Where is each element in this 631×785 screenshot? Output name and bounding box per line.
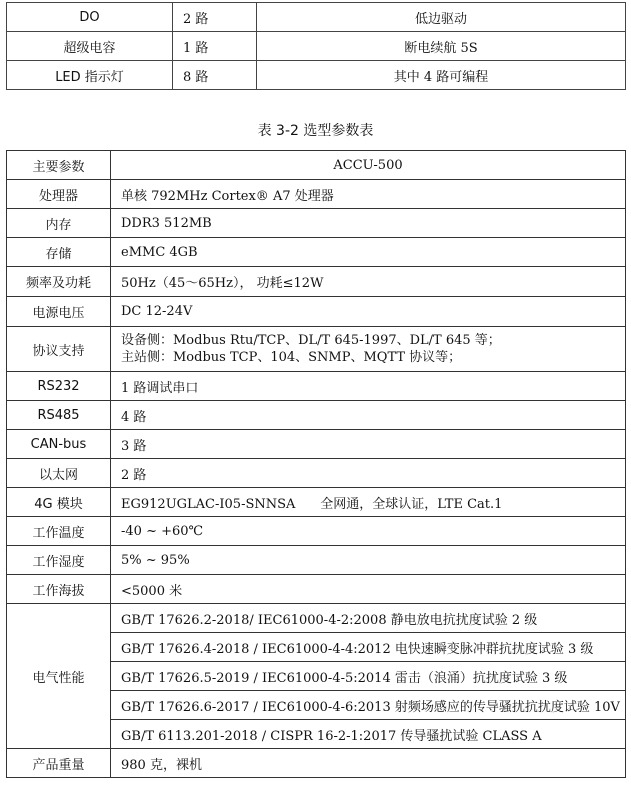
param-value: DDR3 512MB (111, 209, 626, 238)
param-key: 4G 模块 (7, 488, 111, 517)
count-cell: 2 路 (173, 3, 257, 32)
electrical-item: GB/T 17626.4-2018 / IEC61000-4-4:2012 电快速瞬变脉冲群抗扰度试验 3 级 (111, 633, 626, 662)
header-row (7, 151, 626, 180)
table-row (7, 3, 626, 32)
param-value: 单核 792MHz Cortex® A7 处理器 (111, 180, 626, 209)
item-cell: 超级电容 (7, 32, 173, 61)
electrical-key: 电气性能 (7, 604, 111, 749)
table-row (7, 32, 626, 61)
param-key: 电源电压 (7, 297, 111, 327)
table-row (7, 488, 626, 517)
param-value: EG912UGLAC-I05-SNNSA 全网通，全球认证，LTE Cat.1 (111, 488, 626, 517)
count-cell: 8 路 (173, 61, 257, 90)
param-key: 工作海拔 (7, 575, 111, 604)
param-value: 50Hz（45～65Hz）， 功耗≤12W (111, 267, 626, 297)
selection-spec-table (6, 150, 626, 778)
table-row (7, 546, 626, 575)
table-row (7, 517, 626, 546)
param-value: 2 路 (111, 459, 626, 488)
protocol-master-side: 主站侧：Modbus TCP、104、SNMP、MQTT 协议等； (121, 350, 462, 365)
item-cell: LED 指示灯 (7, 61, 173, 90)
param-value: 4 路 (111, 401, 626, 430)
param-key: CAN-bus (7, 430, 111, 459)
table-row (7, 372, 626, 401)
param-value: 3 路 (111, 430, 626, 459)
note-cell: 其中 4 路可编程 (257, 61, 626, 90)
table-row (7, 604, 626, 633)
table-row (7, 238, 626, 267)
electrical-item: GB/T 17626.6-2017 / IEC61000-4-6:2013 射频场感应的传导骚扰抗扰度试验 10V (111, 691, 626, 720)
item-cell: DO (7, 3, 173, 32)
table-row (7, 267, 626, 297)
param-key: 协议支持 (7, 327, 111, 372)
table-row (7, 749, 626, 778)
table-row (7, 575, 626, 604)
param-value: eMMC 4GB (111, 238, 626, 267)
table-row (7, 180, 626, 209)
param-key: 处理器 (7, 180, 111, 209)
param-value (111, 327, 626, 372)
count-cell: 1 路 (173, 32, 257, 61)
param-key: 频率及功耗 (7, 267, 111, 297)
table-row (7, 327, 626, 372)
header-value-cell: ACCU-500 (111, 151, 626, 180)
table-caption: 表 3-2 选型参数表 (257, 123, 374, 139)
electrical-item: GB/T 17626.2-2018/ IEC61000-4-2:2008 静电放电抗扰度试验 2 级 (111, 604, 626, 633)
header-key-cell: 主要参数 (7, 151, 111, 180)
weight-key: 产品重量 (7, 749, 111, 778)
table-row (7, 401, 626, 430)
note-cell: 断电续航 5S (257, 32, 626, 61)
table-row (7, 209, 626, 238)
table-row (7, 459, 626, 488)
note-cell: 低边驱动 (257, 3, 626, 32)
weight-value: 980 克，裸机 (111, 749, 626, 778)
param-key: 工作湿度 (7, 546, 111, 575)
protocol-device-side: 设备侧：Modbus Rtu/TCP、DL/T 645-1997、DL/T 645 等； (121, 333, 501, 348)
table-row (7, 297, 626, 327)
param-value: <5000 米 (111, 575, 626, 604)
top-spec-table (6, 2, 626, 90)
param-value: 1 路调试串口 (111, 372, 626, 401)
param-key: 内存 (7, 209, 111, 238)
param-key: RS485 (7, 401, 111, 430)
electrical-item: GB/T 17626.5-2019 / IEC61000-4-5:2014 雷击（浪涌）抗扰度试验 3 级 (111, 662, 626, 691)
table-row (7, 61, 626, 90)
param-value: DC 12-24V (111, 297, 626, 327)
param-value: -40 ~ +60℃ (111, 517, 626, 546)
param-key: RS232 (7, 372, 111, 401)
param-value: 5% ~ 95% (111, 546, 626, 575)
param-key: 工作温度 (7, 517, 111, 546)
table-row (7, 430, 626, 459)
param-key: 以太网 (7, 459, 111, 488)
electrical-item: GB/T 6113.201-2018 / CISPR 16-2-1:2017 传导骚扰试验 CLASS A (111, 720, 626, 749)
param-key: 存储 (7, 238, 111, 267)
